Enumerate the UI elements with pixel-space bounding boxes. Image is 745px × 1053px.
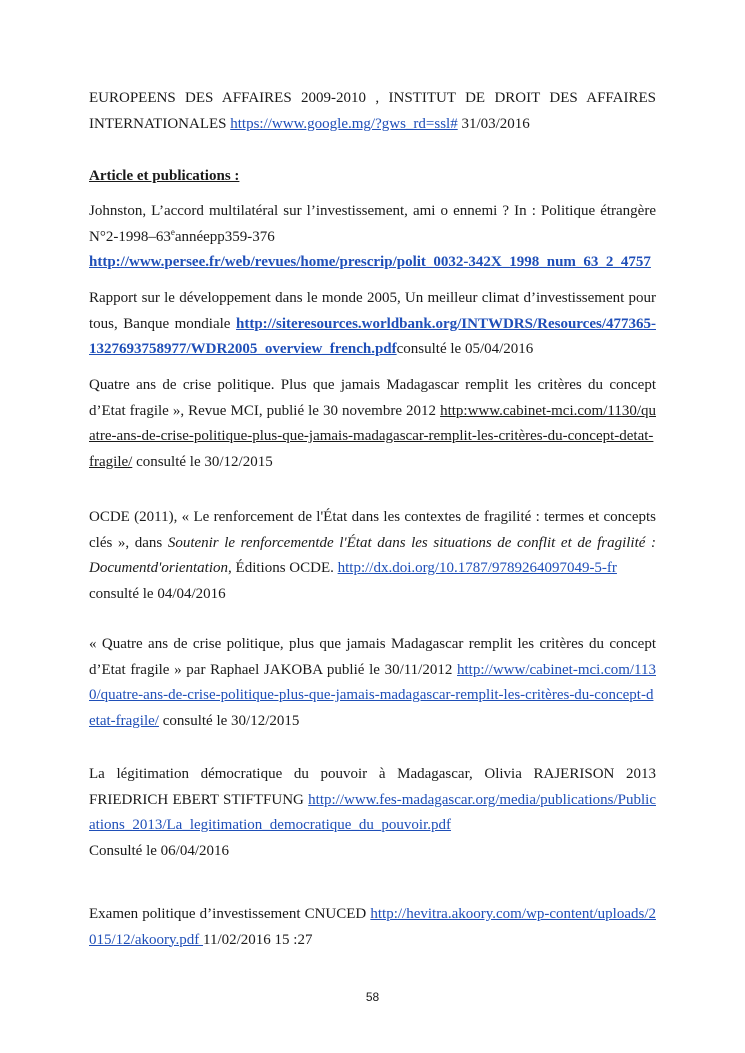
intro-line-2-date: 31/03/2016 <box>457 115 530 132</box>
ref-legitimation <box>89 762 656 864</box>
ref-ocde-consulted: consulté le 04/04/2016 <box>89 585 226 602</box>
ref-johnston-text: Johnston, L’accord multilatéral sur l’investissement, ami o ennemi ? In : Politique étrangère N°2-1998–63 <box>89 203 656 245</box>
intro-line-1: EUROPEENS DES AFFAIRES 2009-2010 , INSTITUT DE DROIT DES AFFAIRES <box>89 90 656 106</box>
ref-ocde-text: OCDE (2011), « Le renforcement de l'État dans les contextes de fragilité : termes et concepts clés », dans <box>89 509 656 551</box>
ref-quatre-ans-mci-link[interactable]: http:www.cabinet-mci.com/1130/quatre-ans-de-crise-politique-plus-que-jamais-madagascar-remplit-les-critères-du-concept-detat-fragile/ <box>89 402 656 470</box>
ref-rapport-consulted: consulté le 05/04/2016 <box>396 341 534 358</box>
ref-ocde-publisher: , Éditions OCDE. <box>228 560 338 577</box>
intro-line-2-text: INTERNATIONALES <box>89 115 231 132</box>
page-number: 58 <box>365 990 380 1004</box>
ref-quatre-ans-mci-consulted: consulté le 30/12/2015 <box>132 453 273 470</box>
ref-ocde-link[interactable]: http://dx.doi.org/10.1787/9789264097049-5-fr <box>337 560 617 577</box>
ref-quatre-ans-jakoba-text: « Quatre ans de crise politique, plus que jamais Madagascar remplit les critères du concept d’Etat fragile » par Raphael JAKOBA publié le 30/11/2012 <box>89 636 656 678</box>
section-heading: Article et publications : <box>89 168 240 184</box>
ref-johnston-link[interactable]: http://www.persee.fr/web/revues/home/prescrip/polit_0032-342X_1998_num_63_2_4757 <box>89 254 651 271</box>
ref-legitimation-text: La légitimation démocratique du pouvoir à Madagascar, Olivia RAJERISON 2013 FRIEDRICH EBERT STIFTFUNG <box>89 766 656 808</box>
ref-rapport-text: Rapport sur le développement dans le monde 2005, Un meilleur climat d’investissement pour tous, Banque mondiale <box>89 290 656 332</box>
ref-rapport-link[interactable]: http://siteresources.worldbank.org/INTWDRS/Resources/477365-1327693758977/WDR2005_overview_french.pdf <box>89 315 656 358</box>
ref-quatre-ans-jakoba-consulted: consulté le 30/12/2015 <box>158 712 300 729</box>
ref-ocde-title: Soutenir le renforcementde l'État dans les situations de conflit et de fragilité : Documentd'orientation <box>89 534 656 577</box>
ref-cnuced-date: 11/02/2016 15 :27 <box>203 931 313 948</box>
ref-cnuced <box>89 902 656 953</box>
intro-google-link[interactable]: https://www.google.mg/?gws_rd=ssl# <box>230 115 458 132</box>
ref-quatre-ans-jakoba-link[interactable]: http://www/cabinet-mci.com/1130/quatre-ans-de-crise-politique-plus-que-jamais-madagascar-remplit-les-critères-du-concept-detat-fragile/ <box>89 661 656 729</box>
ref-quatre-ans-mci-text: Quatre ans de crise politique. Plus que jamais Madagascar remplit les critères du concept d’Etat fragile », Revue MCI, publié le 30 novembre 2012 <box>89 377 656 419</box>
ref-quatre-ans-mci <box>89 373 656 475</box>
ref-quatre-ans-jakoba <box>89 632 656 734</box>
ref-legitimation-link[interactable]: http://www.fes-madagascar.org/media/publications/Publications_2013/La_legitimation_democratique_du_pouvoir.pdf <box>89 791 656 834</box>
ref-ocde <box>89 505 656 607</box>
ref-johnston-superscript: e <box>170 226 175 237</box>
ref-cnuced-text: Examen politique d’investissement CNUCED <box>89 906 371 922</box>
ref-rapport <box>89 286 656 363</box>
intro-reference <box>89 86 656 137</box>
ref-johnston-pages: annéepp359-376 <box>174 228 275 245</box>
ref-cnuced-link[interactable]: http://hevitra.akoory.com/wp-content/uploads/2015/12/akoory.pdf <box>89 906 656 948</box>
ref-johnston <box>89 199 656 276</box>
ref-legitimation-consulted: Consulté le 06/04/2016 <box>89 842 229 859</box>
